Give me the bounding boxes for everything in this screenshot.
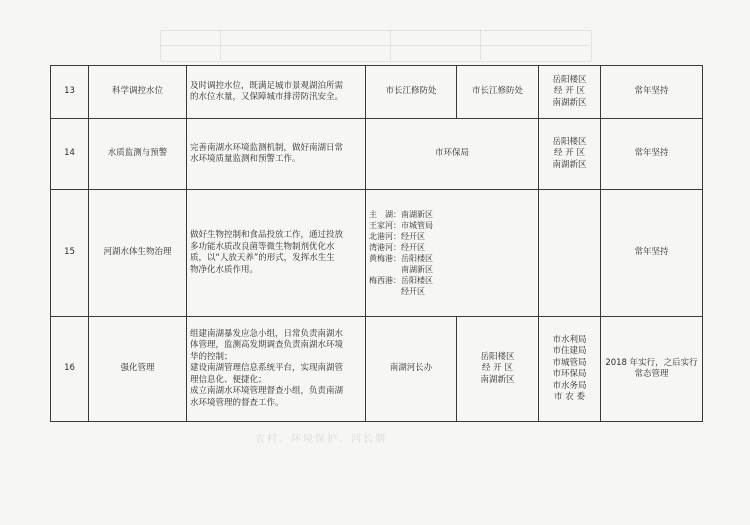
table-row [51, 119, 703, 190]
zone-assignment: 梅西港：岳阳楼区 [369, 276, 433, 285]
zone-assignment: 主 湖：南湖新区 [369, 210, 433, 219]
table-row [51, 190, 703, 317]
content-line: 水环境管理的督查工作。 [190, 397, 284, 408]
cooperating-units [457, 317, 539, 422]
cooperating-unit: 南湖新区 [552, 159, 587, 170]
cooperating-units [539, 190, 601, 317]
cooperating-unit: 南湖新区 [552, 97, 587, 108]
zone-assignment: 黄梅港：岳阳楼区 [369, 254, 433, 263]
content-line: 华的控制； [190, 351, 233, 362]
lead-unit: 市长江修防处 [366, 66, 457, 119]
row-number: 14 [51, 119, 89, 190]
time-requirement: 常年坚持 [601, 119, 703, 190]
zone-assignment: 王家河：市城管局 [369, 221, 433, 230]
supporting-agencies [539, 317, 601, 422]
bleed-through-line [220, 30, 221, 60]
cooperating-unit: 岳阳楼区 [480, 351, 515, 362]
row-number: 15 [51, 190, 89, 317]
zone-assignment: 经开区 [369, 287, 425, 296]
content-line: 水环境质量监测和预警工作。 [190, 154, 301, 164]
lead-unit: 市环保局 [366, 119, 539, 190]
zone-assignment: 湾港河：经开区 [369, 243, 425, 252]
cooperating-unit: 经 开 区 [482, 363, 513, 374]
content-line: 做好生物控制和食品投放工作，通过投放 [190, 230, 344, 240]
content-line: 完善南湖水环境监测机制，做好南湖日常 [190, 142, 344, 153]
content-line: 及时调控水位，既满足城市景观湖泊所需 [190, 80, 344, 91]
cooperating-unit: 岳阳楼区 [552, 74, 587, 85]
task-content [187, 190, 366, 317]
task-name: 河湖水体生物治理 [89, 190, 187, 317]
table-row [51, 317, 703, 422]
content-line: 建设南湖管理信息系统平台，实现南湖管 [190, 363, 344, 374]
cooperating-units [539, 119, 601, 190]
table-row [51, 66, 703, 119]
content-line: 成立南湖水环境管理督查小组，负责南湖 [190, 386, 344, 397]
time-requirement: 常年坚持 [601, 190, 703, 317]
supporting-agency: 市水务局 [552, 380, 587, 391]
supporting-agency: 市环保局 [552, 369, 587, 379]
bleed-through-line [160, 45, 590, 46]
supporting-agency: 市住建局 [552, 346, 587, 356]
cooperating-unit: 经 开 区 [554, 86, 585, 97]
bleed-through-table [160, 30, 592, 62]
content-line: 理信息化、便捷化； [190, 374, 267, 385]
task-name: 科学调控水位 [89, 66, 187, 119]
content-line: 多功能水质改良菌等微生物制剂优化水 [190, 241, 335, 252]
row-number: 16 [51, 317, 89, 422]
content-line: 的水位水量，又保障城市排涝防汛安全。 [190, 92, 344, 102]
content-line: 组建南湖暴发应急小组，日常负责南湖水 [190, 328, 344, 339]
zone-assignment: 南湖新区 [369, 265, 433, 274]
bleed-through-footer-text: 农村、环境保护、河长制 [255, 434, 387, 445]
cooperating-unit: 经 开 区 [554, 148, 585, 159]
supporting-agency: 市城管局 [552, 357, 587, 368]
cooperating-units [539, 66, 601, 119]
lead-unit: 南湖河长办 [366, 317, 457, 422]
task-content [187, 119, 366, 190]
content-line: 体管理，监测高发期调查负责南湖水环境 [190, 340, 344, 351]
zone-assignment: 北港河：经开区 [369, 232, 425, 241]
supporting-agency: 市 农 委 [554, 392, 585, 402]
content-line: 物净化水质作用。 [190, 264, 259, 275]
row-number: 13 [51, 66, 89, 119]
cooperating-unit: 岳阳楼区 [552, 136, 587, 147]
task-name: 强化管理 [89, 317, 187, 422]
responsible-unit: 市长江修防处 [457, 66, 539, 119]
zone-assignments [366, 190, 539, 317]
time-requirement: 2018 年实行，之后实行常态管理 [601, 317, 703, 422]
bleed-through-line [480, 30, 481, 60]
cooperating-unit: 南湖新区 [480, 374, 515, 385]
time-requirement: 常年坚持 [601, 66, 703, 119]
task-table [50, 65, 703, 422]
content-line: 质，以“人放天养”的形式，发挥水生生 [190, 253, 335, 263]
task-name: 水质监测与预警 [89, 119, 187, 190]
bleed-through-line [390, 30, 391, 60]
supporting-agency: 市水利局 [552, 334, 587, 345]
task-content [187, 317, 366, 422]
task-content [187, 66, 366, 119]
